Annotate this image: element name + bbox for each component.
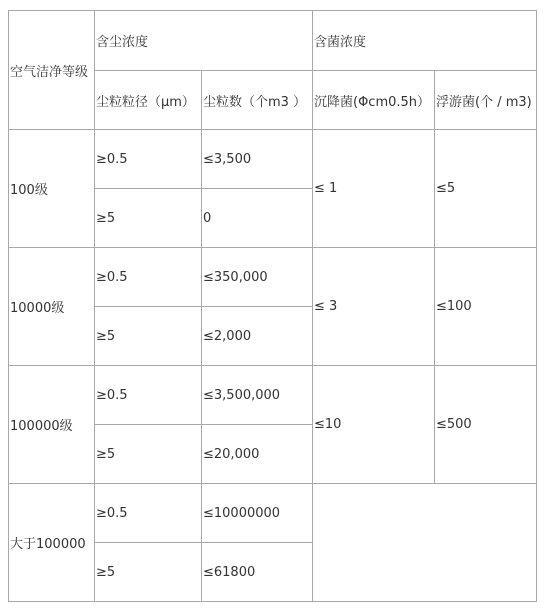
cleanliness-table	[8, 10, 537, 602]
particle-size-cell: ≥0.5	[95, 248, 202, 307]
header-dust-concentration: 含尘浓度	[95, 11, 313, 71]
particle-size-cell: ≥5	[95, 189, 202, 248]
particle-count-cell: ≤2,000	[202, 307, 313, 366]
settling-bacteria-cell: ≤ 3	[313, 248, 435, 366]
settling-bacteria-cell: ≤ 1	[313, 130, 435, 248]
header-floating-bacteria: 浮游菌(个 / m3)	[435, 71, 537, 130]
header-settling-bacteria: 沉降菌(Φcm0.5h）	[313, 71, 435, 130]
particle-count-cell: 0	[202, 189, 313, 248]
level-cell: 100000级	[9, 366, 95, 484]
particle-count-cell: ≤350,000	[202, 248, 313, 307]
particle-size-cell: ≥5	[95, 543, 202, 602]
particle-count-cell: ≤3,500,000	[202, 366, 313, 425]
particle-count-cell: ≤20,000	[202, 425, 313, 484]
header-dust-count: 尘粒数（个m3 ）	[202, 71, 313, 130]
particle-size-cell: ≥0.5	[95, 130, 202, 189]
particle-size-cell: ≥0.5	[95, 366, 202, 425]
floating-bacteria-cell: ≤5	[435, 130, 537, 248]
header-bacteria-concentration: 含菌浓度	[313, 11, 537, 71]
particle-count-cell: ≤10000000	[202, 484, 313, 543]
particle-size-cell: ≥5	[95, 425, 202, 484]
table-row	[9, 484, 537, 543]
level-cell: 100级	[9, 130, 95, 248]
level-cell: 10000级	[9, 248, 95, 366]
table-row	[9, 248, 537, 307]
floating-bacteria-cell: ≤100	[435, 248, 537, 366]
level-cell: 大于100000	[9, 484, 95, 602]
empty-cell	[313, 484, 537, 602]
particle-size-cell: ≥5	[95, 307, 202, 366]
floating-bacteria-cell: ≤500	[435, 366, 537, 484]
settling-bacteria-cell: ≤10	[313, 366, 435, 484]
particle-count-cell: ≤3,500	[202, 130, 313, 189]
table-row	[9, 366, 537, 425]
table-row	[9, 130, 537, 189]
particle-count-cell: ≤61800	[202, 543, 313, 602]
header-level: 空气洁净等级	[9, 11, 95, 130]
particle-size-cell: ≥0.5	[95, 484, 202, 543]
header-dust-size: 尘粒粒径（μm）	[95, 71, 202, 130]
